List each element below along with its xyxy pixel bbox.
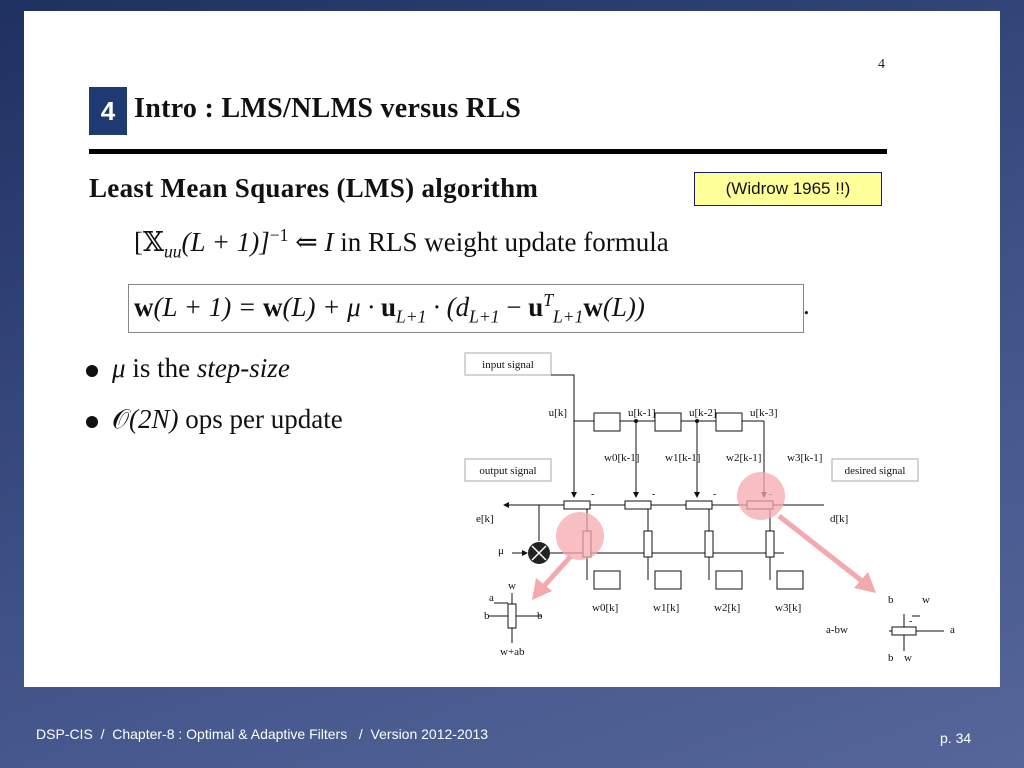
footer-text: DSP-CIS / Chapter-8 : Optimal & Adaptive Filters / Version 2012-2013 <box>36 726 489 742</box>
uf-u2: u <box>528 292 544 322</box>
bullet-1-symbol: μ <box>112 353 126 383</box>
uf-tail: (L)) <box>602 292 645 322</box>
uf-u-sub: L+1 <box>396 306 427 327</box>
uf-dot: · (d <box>426 292 470 322</box>
svg-text:b: b <box>888 652 894 664</box>
minus-sign: - <box>713 489 717 500</box>
tap-dot <box>634 419 638 423</box>
svg-text:w: w <box>904 652 912 664</box>
bullet-dot <box>86 365 98 377</box>
svg-text:-: - <box>909 616 913 627</box>
formula-sup: −1 <box>269 225 289 245</box>
minus-sign: - <box>652 489 656 500</box>
label-u-k3: u[k-3] <box>750 407 778 419</box>
svg-text:desired signal: desired signal <box>844 465 906 477</box>
bullet-2-symbol: 𝒪 <box>112 404 130 434</box>
label-u-k1: u[k-1] <box>628 407 656 419</box>
label-u-k: u[k] <box>548 407 567 419</box>
svg-text:a-bw: a-bw <box>826 624 848 636</box>
label-e-k: e[k] <box>476 513 494 525</box>
label-d-k: d[k] <box>830 513 849 525</box>
multiplier-node <box>528 542 550 564</box>
label-u-k2: u[k-2] <box>689 407 717 419</box>
bullet-complexity <box>86 404 343 436</box>
svg-text:b: b <box>537 610 543 622</box>
svg-text:w+ab: w+ab <box>500 646 525 658</box>
label-mu: μ <box>498 545 504 557</box>
lms-filter-diagram <box>454 341 994 681</box>
desired-signal-label <box>832 459 918 481</box>
highlight-circle <box>737 472 785 520</box>
label-w2-k1: w2[k-1] <box>726 452 762 464</box>
formula-rest: in RLS weight update formula <box>333 227 669 257</box>
uf-w: w <box>134 292 154 322</box>
uf-term1: (L) + μ · <box>282 292 381 322</box>
uf-w2: w <box>262 292 283 322</box>
svg-text:a: a <box>950 624 955 636</box>
svg-text:w: w <box>508 580 516 592</box>
slide-title: Intro : LMS/NLMS versus RLS <box>134 93 522 124</box>
bullet-step-size <box>86 353 290 384</box>
label-w2-k: w2[k] <box>714 602 741 614</box>
svg-text:b: b <box>888 594 894 606</box>
svg-text:b: b <box>484 610 490 622</box>
slide-number: 4 <box>878 57 885 72</box>
label-w0-k: w0[k] <box>592 602 619 614</box>
bullet-2-text: ops per update <box>178 404 343 434</box>
highlight-circle <box>556 512 604 560</box>
label-w3-k: w3[k] <box>775 602 802 614</box>
title-rule <box>89 149 887 154</box>
section-number-badge: 4 <box>89 87 127 135</box>
output-signal-label <box>465 459 551 481</box>
label-w1-k: w1[k] <box>653 602 680 614</box>
uf-u: u <box>380 292 397 322</box>
svg-text:a: a <box>489 592 494 604</box>
bullet-1-text: is the <box>125 353 197 383</box>
update-period: . <box>803 290 810 320</box>
label-w1-k1: w1[k-1] <box>665 452 701 464</box>
svg-text:w: w <box>922 594 930 606</box>
formula-identity: I <box>324 227 334 257</box>
label-w0-k1: w0[k-1] <box>604 452 640 464</box>
uf-d-sub: L+1 <box>469 306 500 327</box>
formula-sub: uu <box>163 241 182 262</box>
svg-text:input signal: input signal <box>482 359 534 371</box>
section-heading: Least Mean Squares (LMS) algorithm <box>89 173 539 203</box>
uf-minus: − <box>499 292 529 322</box>
citation-box: (Widrow 1965 !!) <box>694 172 882 206</box>
uf-w3: w <box>583 292 603 322</box>
weight-delays <box>587 557 803 589</box>
uf-u2-sub: L+1 <box>553 306 584 327</box>
uf-u2-sup: T <box>543 290 554 310</box>
slide-canvas <box>24 11 1000 687</box>
bullet-dot <box>86 416 98 428</box>
minus-sign: - <box>591 489 595 500</box>
tap-dot <box>695 419 699 423</box>
replacement-formula: [𝕏$_{uu}$(L + 1)]$^{-1}$ ⇐ I in RLS weight update formula <box>134 225 669 262</box>
uf-lhs: (L + 1) = <box>153 292 263 322</box>
update-formula <box>134 290 645 327</box>
input-signal-label <box>465 353 551 375</box>
formula-arg: (L + 1)] <box>181 227 270 257</box>
label-w3-k1: w3[k-1] <box>787 452 823 464</box>
formula-x: 𝕏 <box>143 227 164 257</box>
bullet-2-arg: (2N) <box>129 404 179 434</box>
bullet-1-emph: step-size <box>196 353 290 383</box>
footer-page-number: p. 34 <box>940 730 972 746</box>
detail-right <box>826 594 955 664</box>
svg-text:output signal: output signal <box>479 465 537 477</box>
formula-arrow: ⇐ <box>288 227 325 257</box>
